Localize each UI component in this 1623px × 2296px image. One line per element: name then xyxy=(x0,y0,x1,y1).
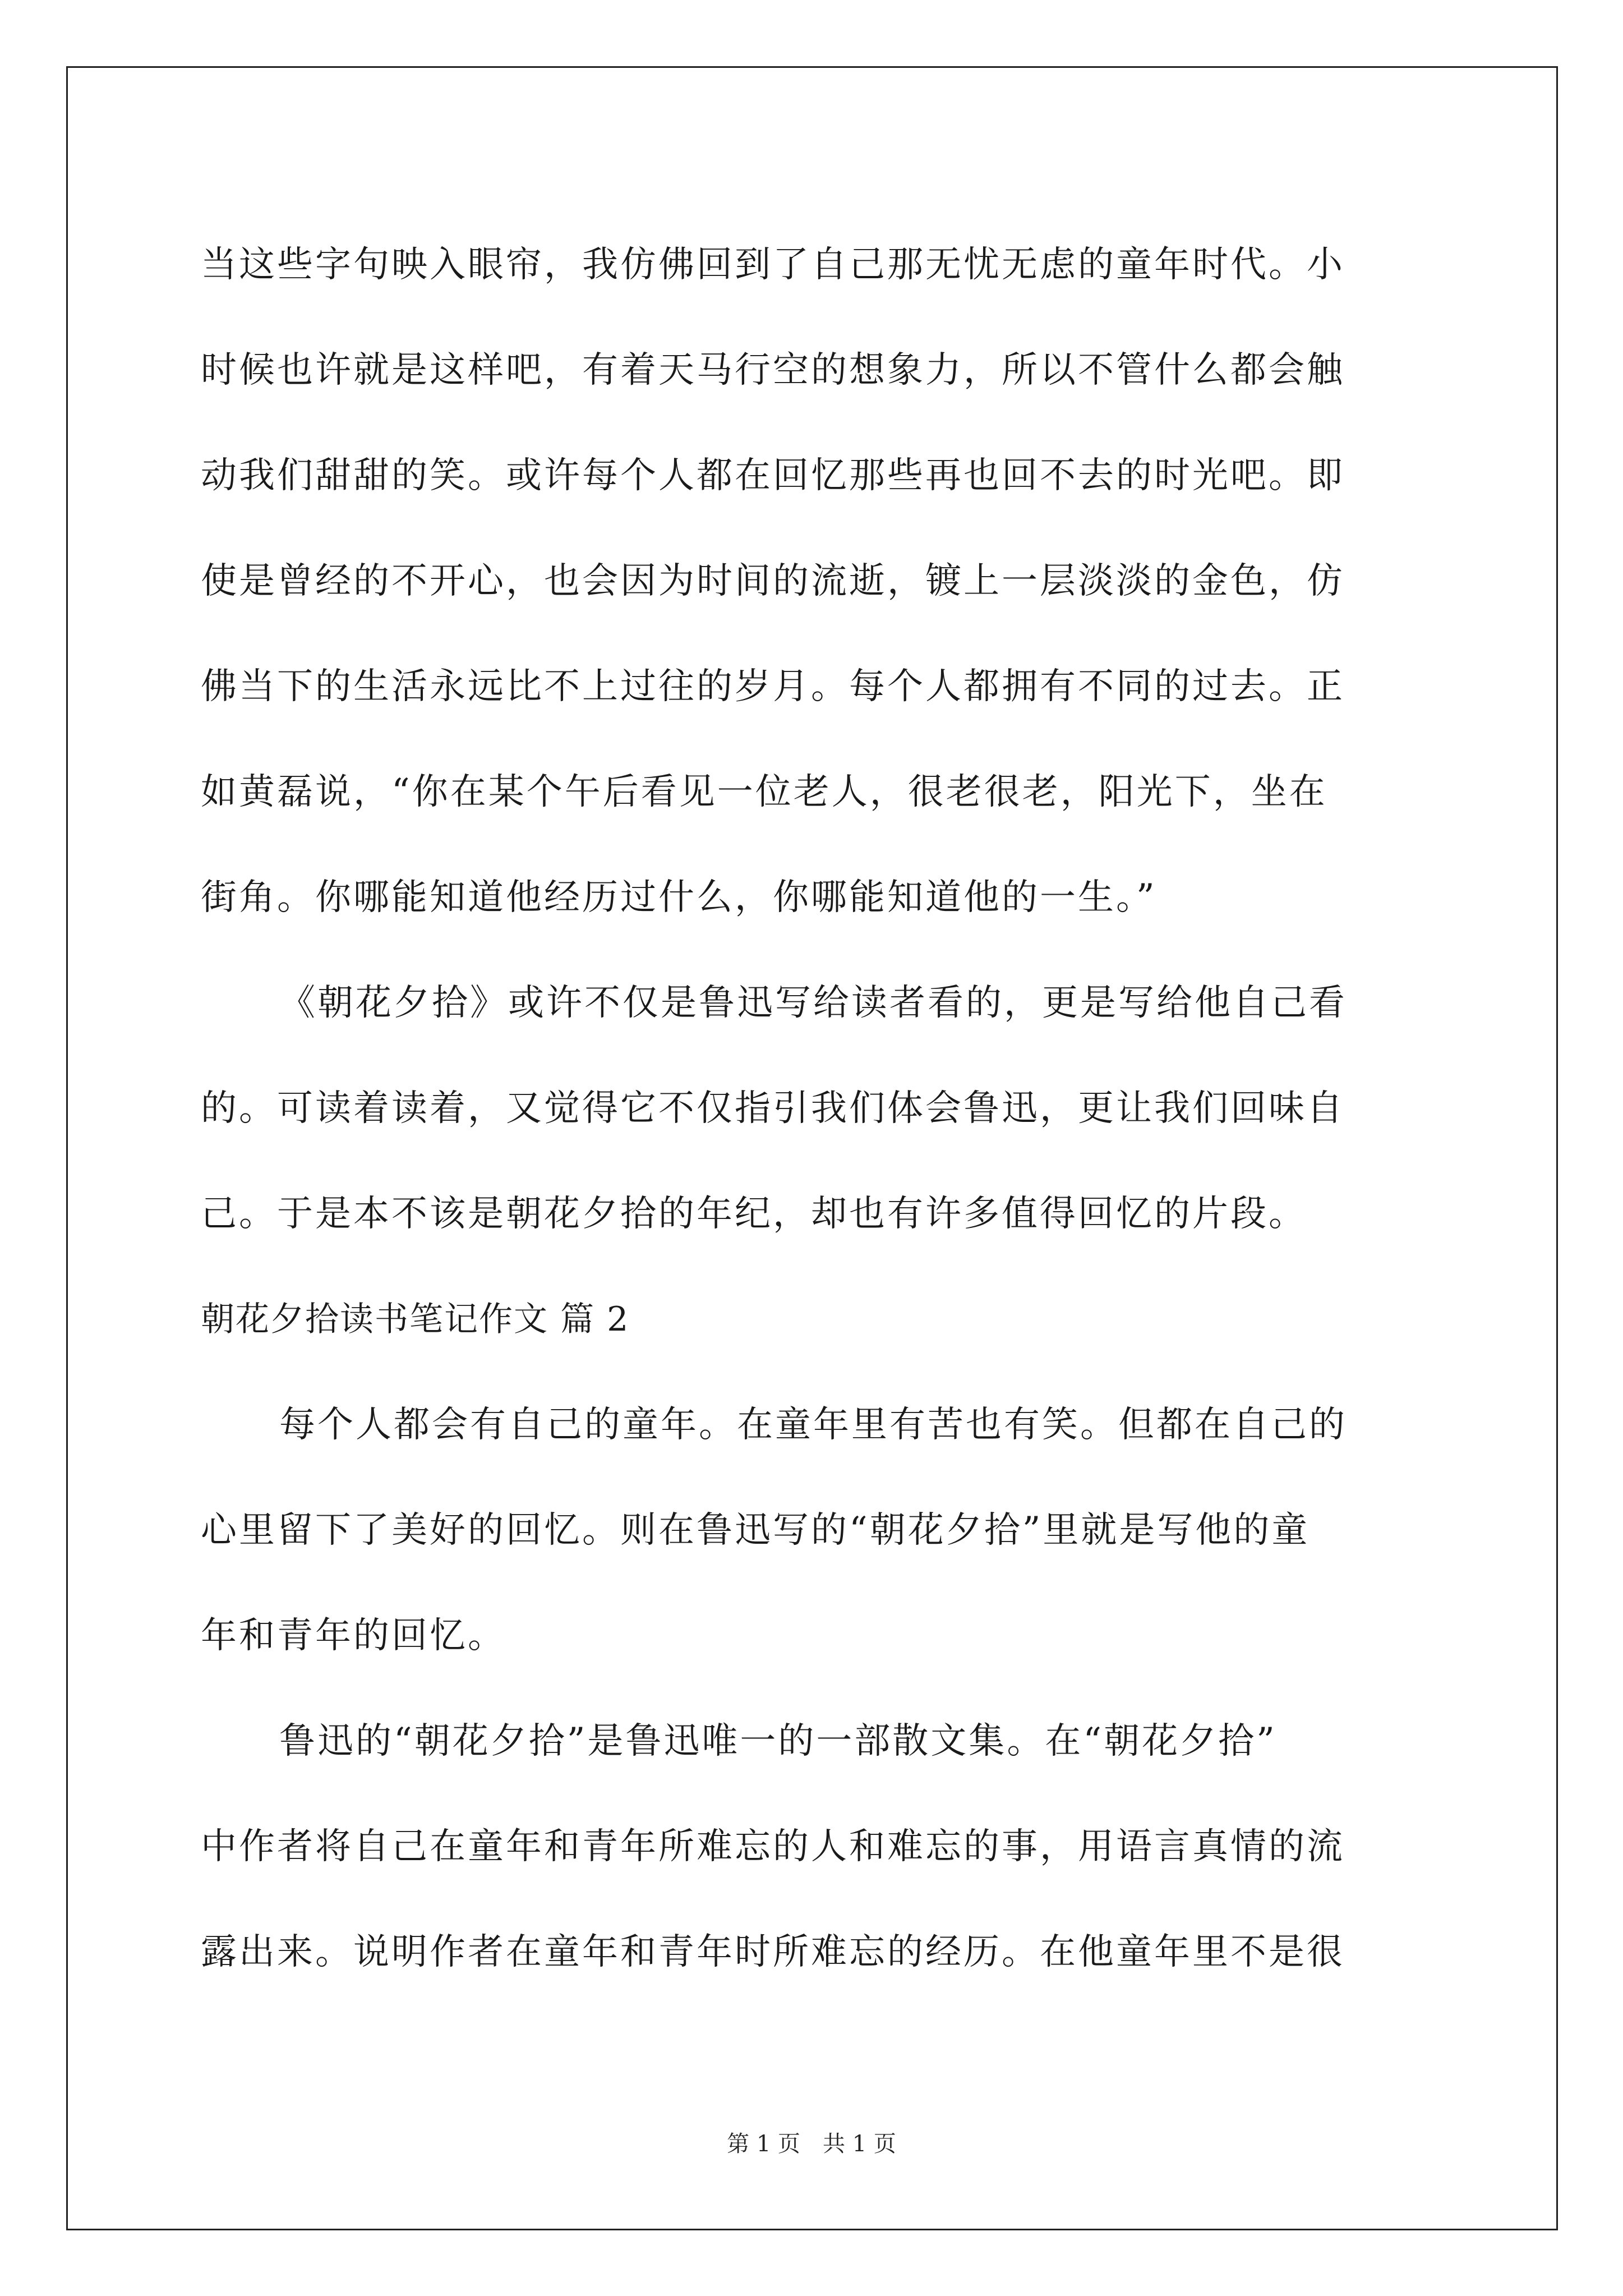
text-line: 每个人都会有自己的童年。在童年里有苦也有笑。但都在自己的 xyxy=(279,1404,1347,1446)
text-line: 街角。你哪能知道他经历过什么，你哪能知道他的一生。” xyxy=(201,877,1157,918)
text-line: 使是曾经的不开心，也会因为时间的流逝，镀上一层淡淡的金色，仿 xyxy=(201,560,1345,602)
text-line: 己。于是本不该是朝花夕拾的年纪，却也有许多值得回忆的片段。 xyxy=(201,1193,1307,1235)
text-line: 时候也许就是这样吧，有着天马行空的想象力，所以不管什么都会触 xyxy=(201,349,1345,391)
text-line: 《朝花夕拾》或许不仅是鲁迅写给读者看的，更是写给他自己看 xyxy=(279,982,1347,1024)
text-line: 露出来。说明作者在童年和青年时所难忘的经历。在他童年里不是很 xyxy=(201,1931,1345,1973)
page-number-label: 第 1 页 共 1 页 xyxy=(727,2131,896,2157)
text-line: 的。可读着读着，又觉得它不仅指引我们体会鲁迅，更让我们回味自 xyxy=(201,1088,1345,1129)
text-line: 动我们甜甜的笑。或许每个人都在回忆那些再也回不去的时光吧。即 xyxy=(201,455,1345,496)
text-line: 佛当下的生活永远比不上过往的岁月。每个人都拥有不同的过去。正 xyxy=(201,666,1345,707)
document-body xyxy=(201,212,1437,2005)
text-line: 年和青年的回忆。 xyxy=(201,1615,506,1657)
text-line: 心里留下了美好的回忆。则在鲁迅写的“朝花夕拾”里就是写他的童 xyxy=(201,1510,1310,1551)
text-line: 如黄磊说，“你在某个午后看见一位老人，很老很老，阳光下，坐在 xyxy=(201,771,1327,813)
section-heading: 朝花夕拾读书笔记作文 篇 2 xyxy=(201,1300,630,1339)
text-line: 鲁迅的“朝花夕拾”是鲁迅唯一的一部散文集。在“朝花夕拾” xyxy=(279,1720,1277,1762)
page-footer xyxy=(0,2126,1623,2158)
text-line: 中作者将自己在童年和青年所难忘的人和难忘的事，用语言真情的流 xyxy=(201,1826,1345,1867)
text-line: 当这些字句映入眼帘，我仿佛回到了自己那无忧无虑的童年时代。小 xyxy=(201,244,1345,286)
